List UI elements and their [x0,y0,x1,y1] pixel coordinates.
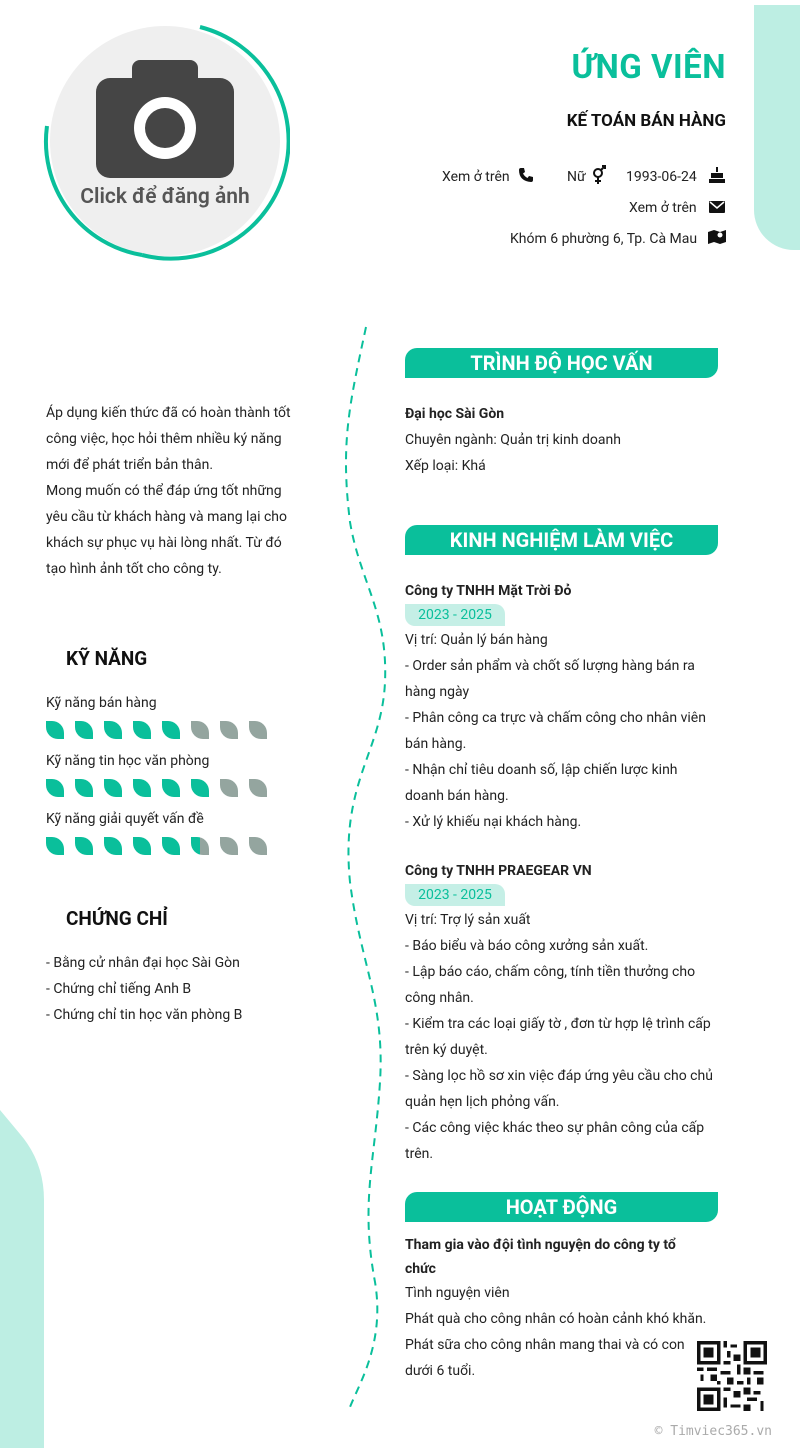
activity-role: Tình nguyện viên [405,1285,510,1301]
job-line: trên ký duyệt. [405,1042,488,1058]
activity-details [405,1280,718,1384]
rating-leaf [162,779,180,797]
rating-leaf [46,779,64,797]
education-block [405,401,621,479]
job-position: Vị trí: Trợ lý sản xuất [405,912,531,928]
job-line: hàng ngày [405,684,470,700]
objective-line: mới để phát triển bản thân. [46,457,214,473]
rating-leaf [133,779,151,797]
objective-line: Áp dụng kiến thức đã có hoàn thành tốt [46,405,291,421]
rating-leaf [162,837,180,855]
rating-leaf [191,779,209,797]
skill-rating [46,779,267,797]
rating-leaf [46,721,64,739]
rating-leaf [220,721,238,739]
gender-value: Nữ [567,169,586,185]
certificate-list [46,950,242,1028]
job-line: - Nhận chỉ tiêu doanh số, lập chiến lược kinh [405,762,678,778]
birthdate-value: 1993-06-24 [626,169,697,185]
rating-leaf [191,837,209,855]
grade: Xếp loại: Khá [405,458,486,474]
job-line: - Báo biểu và báo công xưởng sản xuất. [405,938,649,954]
rating-leaf [133,721,151,739]
rating-leaf [249,779,267,797]
experience-title: KINH NGHIỆM LÀM VIỆC [405,525,718,555]
birthday-cake-icon [708,166,726,184]
activity-line: Phát sữa cho công nhân mang thai và có con [405,1337,685,1353]
rating-leaf [220,837,238,855]
job-line: - Kiểm tra các loại giấy tờ , đơn từ hợp lệ trình cấp [405,1016,711,1032]
rating-leaf [220,779,238,797]
gender-icon [591,165,607,185]
phone-icon [518,167,534,183]
objective-line: Mong muốn có thể đáp ứng tốt những [46,483,282,499]
job-line: bán hàng. [405,736,467,752]
job-position: Vị trí: Quản lý bán hàng [405,632,548,648]
camera-icon[interactable] [96,60,234,178]
footer-copyright: © Timviec365.vn [654,1424,772,1439]
school-name: Đại học Sài Gòn [405,406,505,422]
corner-decoration-top [754,5,800,250]
photo-label[interactable]: Click để đăng ảnh [80,185,250,209]
activities-title: HOẠT ĐỘNG [405,1192,718,1222]
job-line: - Xử lý khiếu nại khách hàng. [405,814,582,830]
job-line: công nhân. [405,990,474,1006]
skill-name: Kỹ năng tin học văn phòng [46,753,210,769]
job-line: trên. [405,1146,434,1162]
phone-value: Xem ở trên [442,169,510,185]
period-badge: 2023 - 2025 [405,604,505,626]
rating-leaf [75,837,93,855]
activity-heading-line: chức [405,1261,436,1277]
objective-line: công việc, học hỏi thêm nhiều ký năng [46,431,282,447]
rating-leaf [249,837,267,855]
certificate-item: - Bằng cử nhân đại học Sài Gòn [46,955,240,971]
certificate-item: - Chứng chỉ tin học văn phòng B [46,1007,243,1023]
corner-decoration-bottom [0,1110,44,1448]
rating-leaf [75,721,93,739]
rating-leaf [133,837,151,855]
envelope-icon [709,201,725,213]
activity-line: Phát quà cho công nhân có hoàn cảnh khó khăn. [405,1311,707,1327]
career-objective [46,400,292,582]
company-name: Công ty TNHH Mặt Trời Đỏ [405,583,572,599]
wavy-divider [330,322,400,1412]
rating-leaf [162,721,180,739]
certificates-title: CHỨNG CHỈ [66,907,168,930]
rating-leaf [249,721,267,739]
job-line: - Sàng lọc hồ sơ xin việc đáp ứng yêu cầu cho chủ [405,1068,713,1084]
objective-line: khách sự phục vụ hài lòng nhất. Từ đó [46,535,282,551]
rating-leaf [46,837,64,855]
job-line: quản hẹn lịch phỏng vấn. [405,1094,560,1110]
job-line: - Order sản phẩm và chốt số lượng hàng bán ra [405,658,695,674]
address-value: Khóm 6 phường 6, Tp. Cà Mau [510,231,698,247]
objective-line: tạo hình ảnh tốt cho công ty. [46,561,222,577]
skill-name: Kỹ năng bán hàng [46,695,157,711]
job-title: KẾ TOÁN BÁN HÀNG [566,111,726,131]
certificate-item: - Chứng chỉ tiếng Anh B [46,981,192,997]
rating-leaf [104,837,122,855]
company-name: Công ty TNHH PRAEGEAR VN [405,863,592,879]
map-icon [708,229,726,245]
qr-code[interactable] [697,1341,767,1411]
skill-rating [46,837,267,855]
rating-leaf [104,721,122,739]
period-badge: 2023 - 2025 [405,884,505,906]
job-line: - Lập báo cáo, chấm công, tính tiền thưởng cho [405,964,696,980]
candidate-name: ỨNG VIÊN [571,48,726,87]
rating-leaf [104,779,122,797]
job-line: - Các công việc khác theo sự phân công của cấp [405,1120,705,1136]
job-line: - Phân công ca trực và chấm công cho nhân viên [405,710,706,726]
activity-heading-line: Tham gia vào đội tình nguyện do công ty tổ [405,1237,676,1253]
rating-leaf [191,721,209,739]
major: Chuyên ngành: Quản trị kinh doanh [405,432,621,448]
job-details [405,627,718,835]
skills-title: KỸ NĂNG [66,647,148,670]
skill-name: Kỹ năng giải quyết vấn đề [46,811,204,827]
job-line: doanh bán hàng. [405,788,509,804]
email-value: Xem ở trên [629,200,697,216]
skill-rating [46,721,267,739]
rating-leaf [75,779,93,797]
activity-line: dưới 6 tuổi. [405,1363,476,1379]
education-title: TRÌNH ĐỘ HỌC VẤN [405,348,718,378]
objective-line: yêu cầu từ khách hàng và mang lại cho [46,509,287,525]
job-details [405,907,718,1167]
activity-heading [405,1233,718,1281]
